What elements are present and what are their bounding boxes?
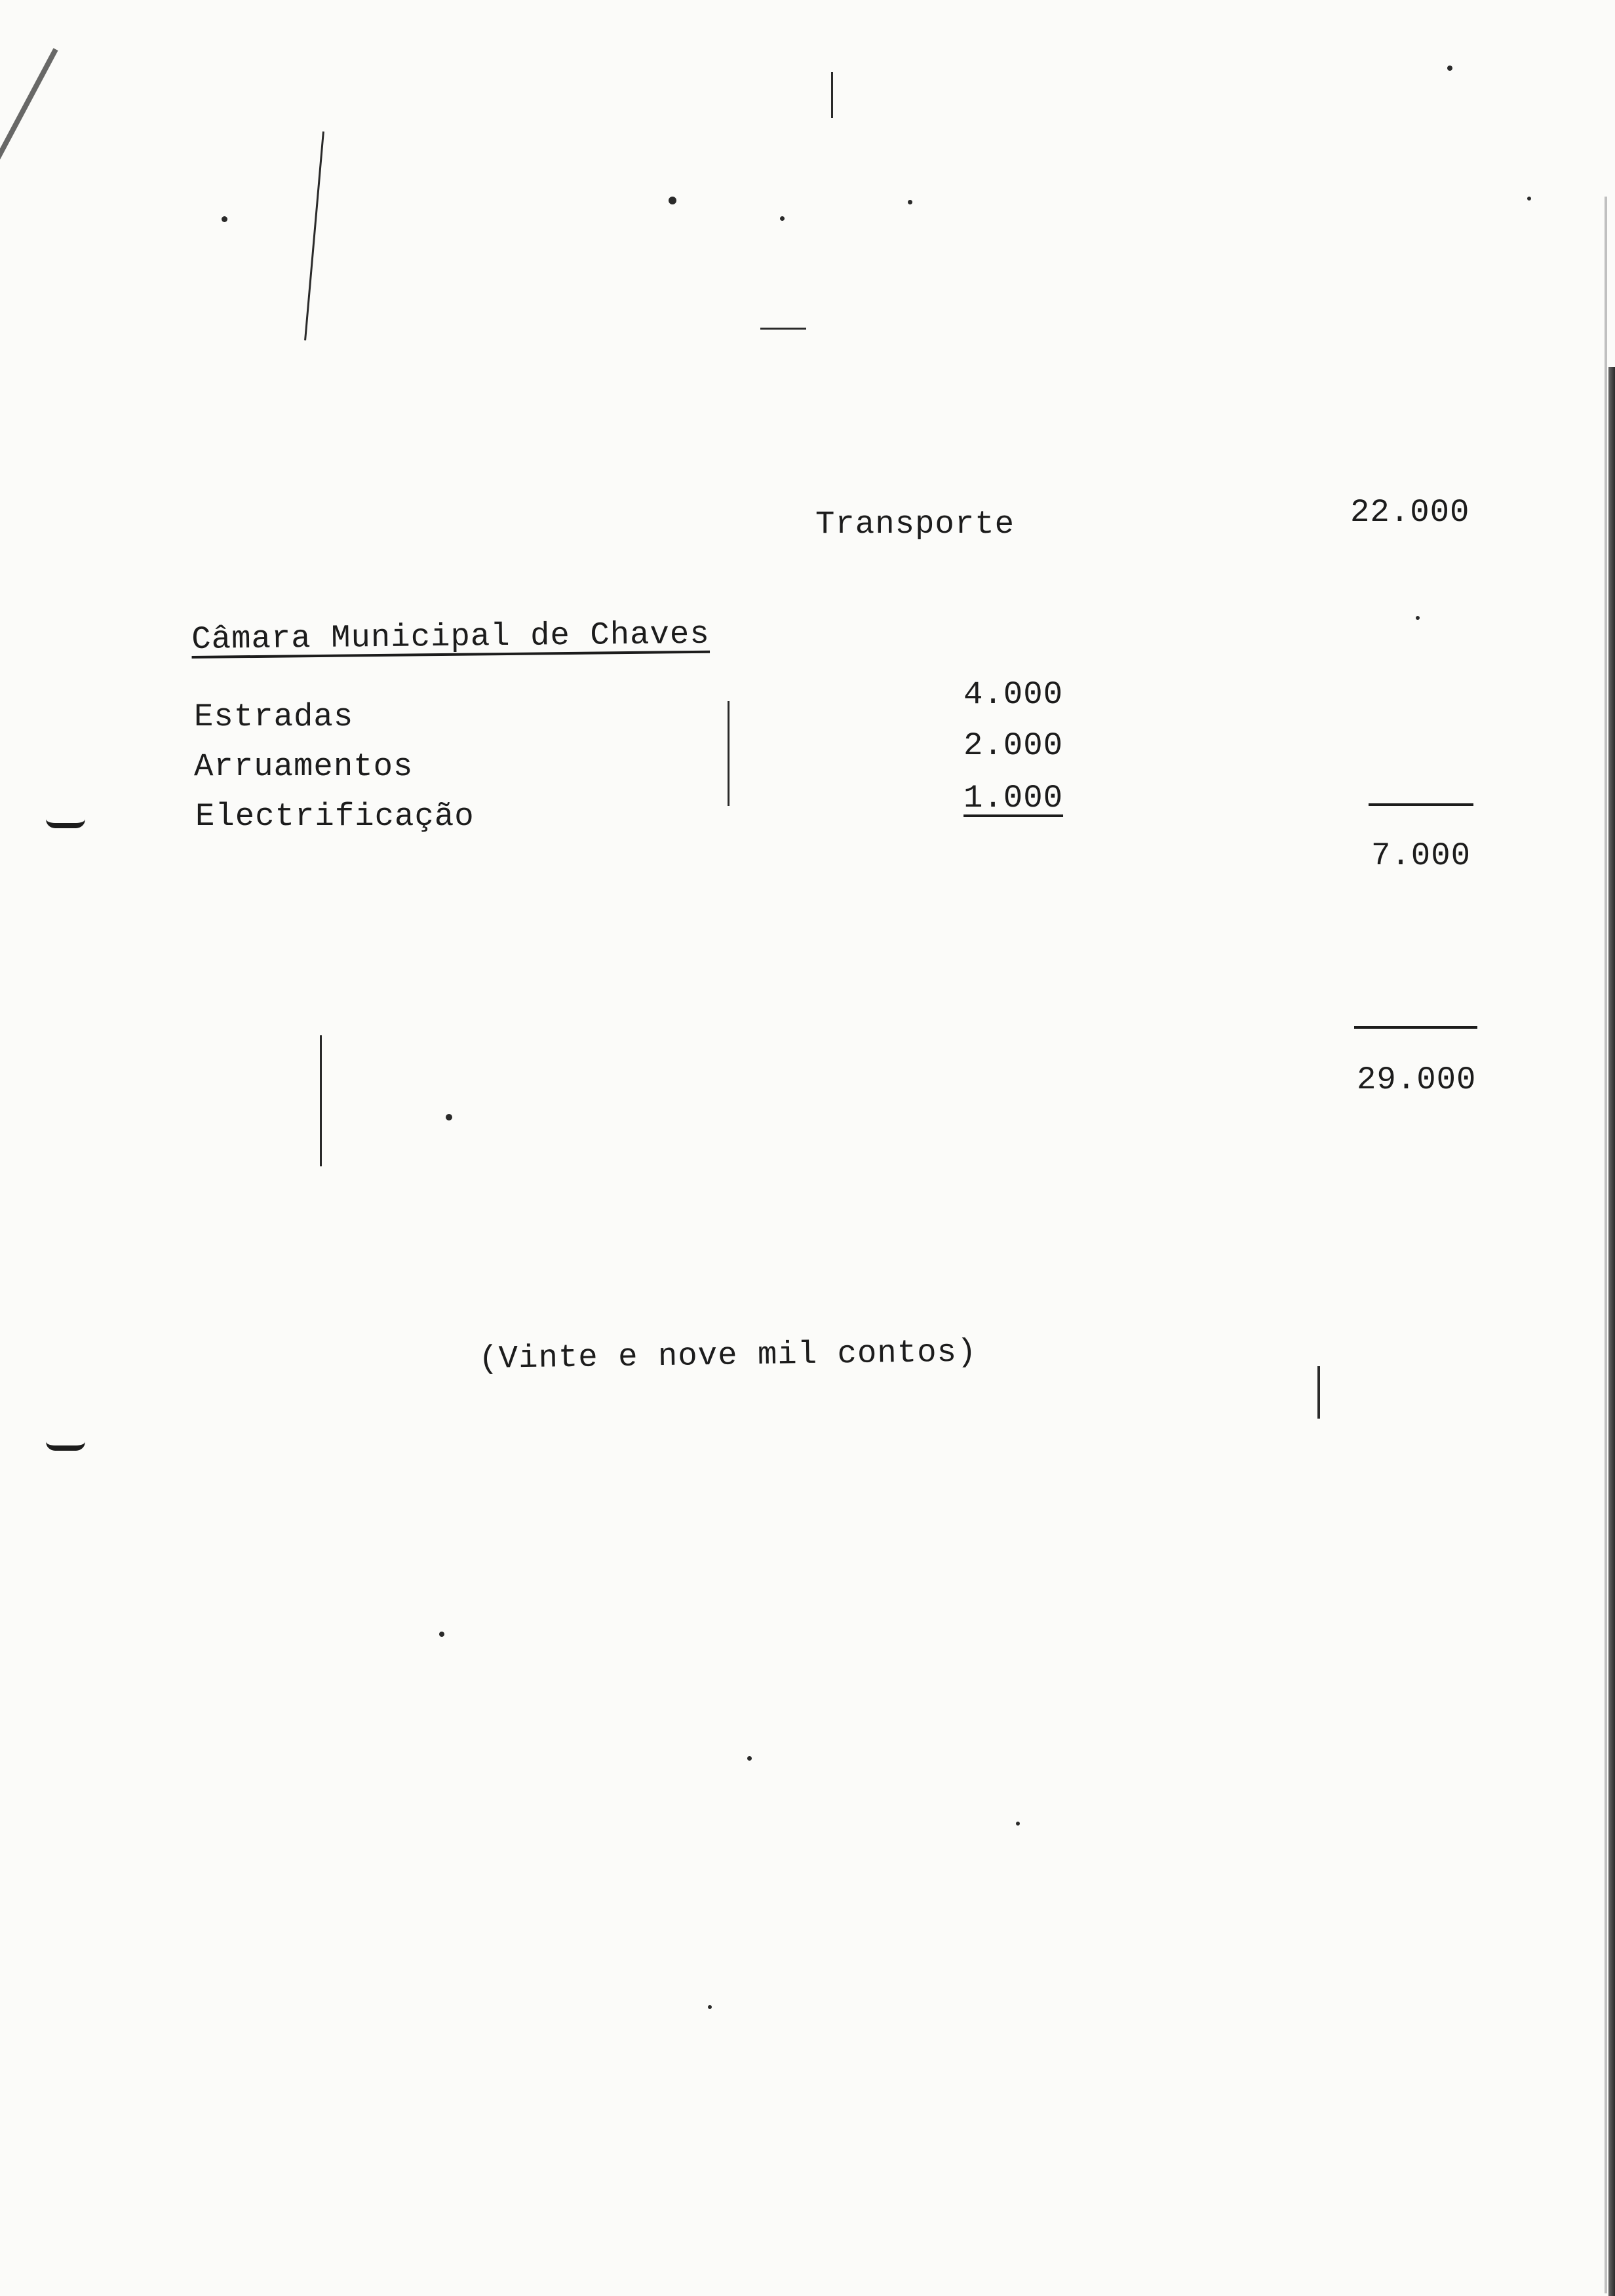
amount-in-words: (Vinte e nove mil contos) (478, 1333, 977, 1377)
scan-mark (0, 48, 58, 201)
transport-label: Transporte (815, 506, 1015, 543)
section-total: 7.000 (1371, 837, 1471, 874)
scan-mark (831, 72, 833, 118)
scan-speck (1527, 197, 1531, 201)
scan-speck (1416, 616, 1420, 620)
transport-value: 22.000 (1350, 494, 1470, 531)
item-label: Electrificação (195, 798, 475, 835)
scan-mark (728, 701, 730, 806)
scan-speck (1447, 66, 1452, 71)
scan-mark (46, 1442, 85, 1451)
scan-edge-line (1605, 197, 1607, 2293)
scan-speck (669, 197, 676, 204)
item-label: Estradas (194, 698, 354, 735)
item-value: 4.000 (963, 676, 1064, 713)
scan-mark (320, 1035, 322, 1166)
scan-mark (1317, 1366, 1320, 1419)
item-value: 2.000 (963, 727, 1064, 764)
scan-speck (908, 200, 912, 204)
scan-mark (304, 131, 324, 340)
grand-total: 29.000 (1357, 1062, 1477, 1098)
item-label: Arruamentos (194, 748, 414, 785)
grand-total-rule (1354, 1026, 1477, 1029)
scan-speck (222, 216, 227, 222)
scan-speck (747, 1756, 752, 1761)
scan-speck (446, 1114, 452, 1120)
section-heading: Câmara Municipal de Chaves (191, 615, 710, 658)
scan-speck (439, 1632, 444, 1637)
scan-speck (708, 2005, 712, 2009)
subtotal-rule (1369, 803, 1473, 806)
item-value: 1.000 (963, 780, 1064, 816)
scan-speck (1016, 1822, 1020, 1826)
scan-speck (780, 216, 785, 221)
scan-mark (760, 328, 806, 330)
scan-mark (46, 819, 85, 828)
scan-edge-shadow (1608, 367, 1615, 2296)
